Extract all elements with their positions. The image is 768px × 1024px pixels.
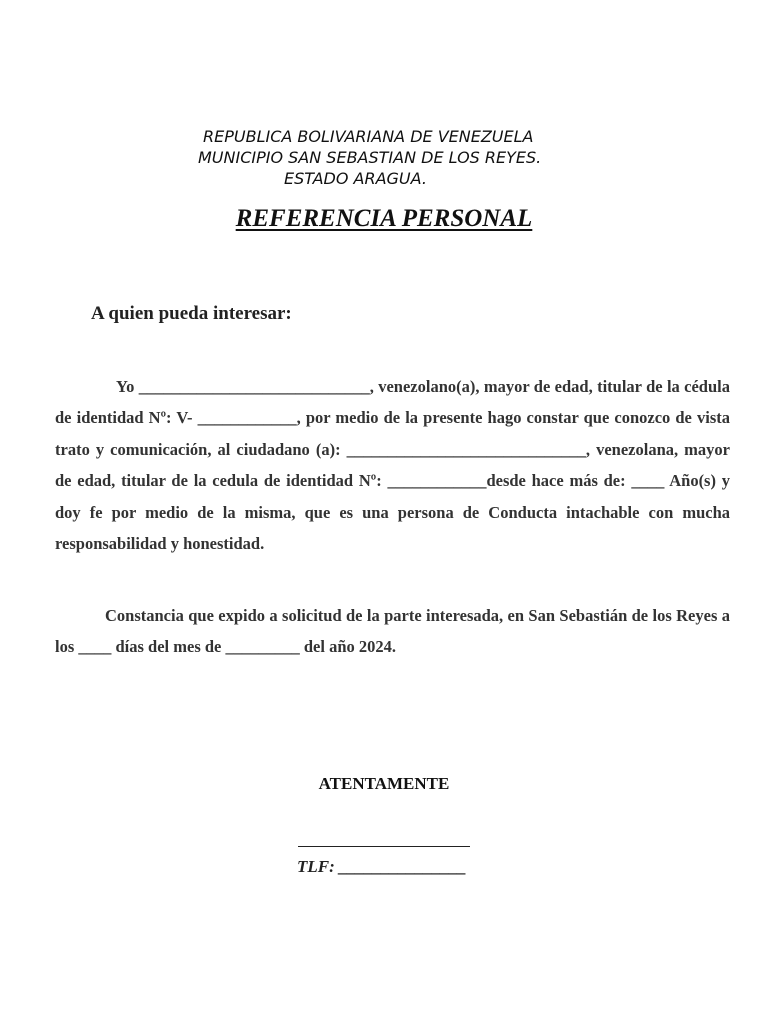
document-title: REFERENCIA PERSONAL (235, 205, 533, 232)
header-municipality: MUNICIPIO SAN SEBASTIAN DE LOS REYES. (198, 148, 542, 167)
signature-line (298, 830, 470, 847)
reference-paragraph: Yo ____________________________, venezolano(a), mayor de edad, titular de la cédula de identidad Nº: V- ____________, por medio de la presente hago constar que conozco de vista trato y comunicación, al ciudadano (a): _____________________________, venezolana, mayor de edad, titular de la cedula de identidad Nº: ____________desde hace más de: ____ Año(s) y doy fe por medio de la misma, que es una persona de Conducta intachable con mucha responsabilidad y honestidad. (55, 377, 730, 554)
greeting: A quien pueda interesar: (91, 303, 292, 324)
closing-salutation: ATENTAMENTE (318, 774, 450, 793)
header-country: REPUBLICA BOLIVARIANA DE VENEZUELA (203, 127, 534, 146)
header-state: ESTADO ARAGUA. (284, 169, 427, 188)
phone-field: TLF: _______________ (297, 857, 467, 876)
certification-paragraph: Constancia que expido a solicitud de la parte interesada, en San Sebastián de los Reyes a los ____ días del mes de _________ del año 2024. (55, 606, 730, 657)
